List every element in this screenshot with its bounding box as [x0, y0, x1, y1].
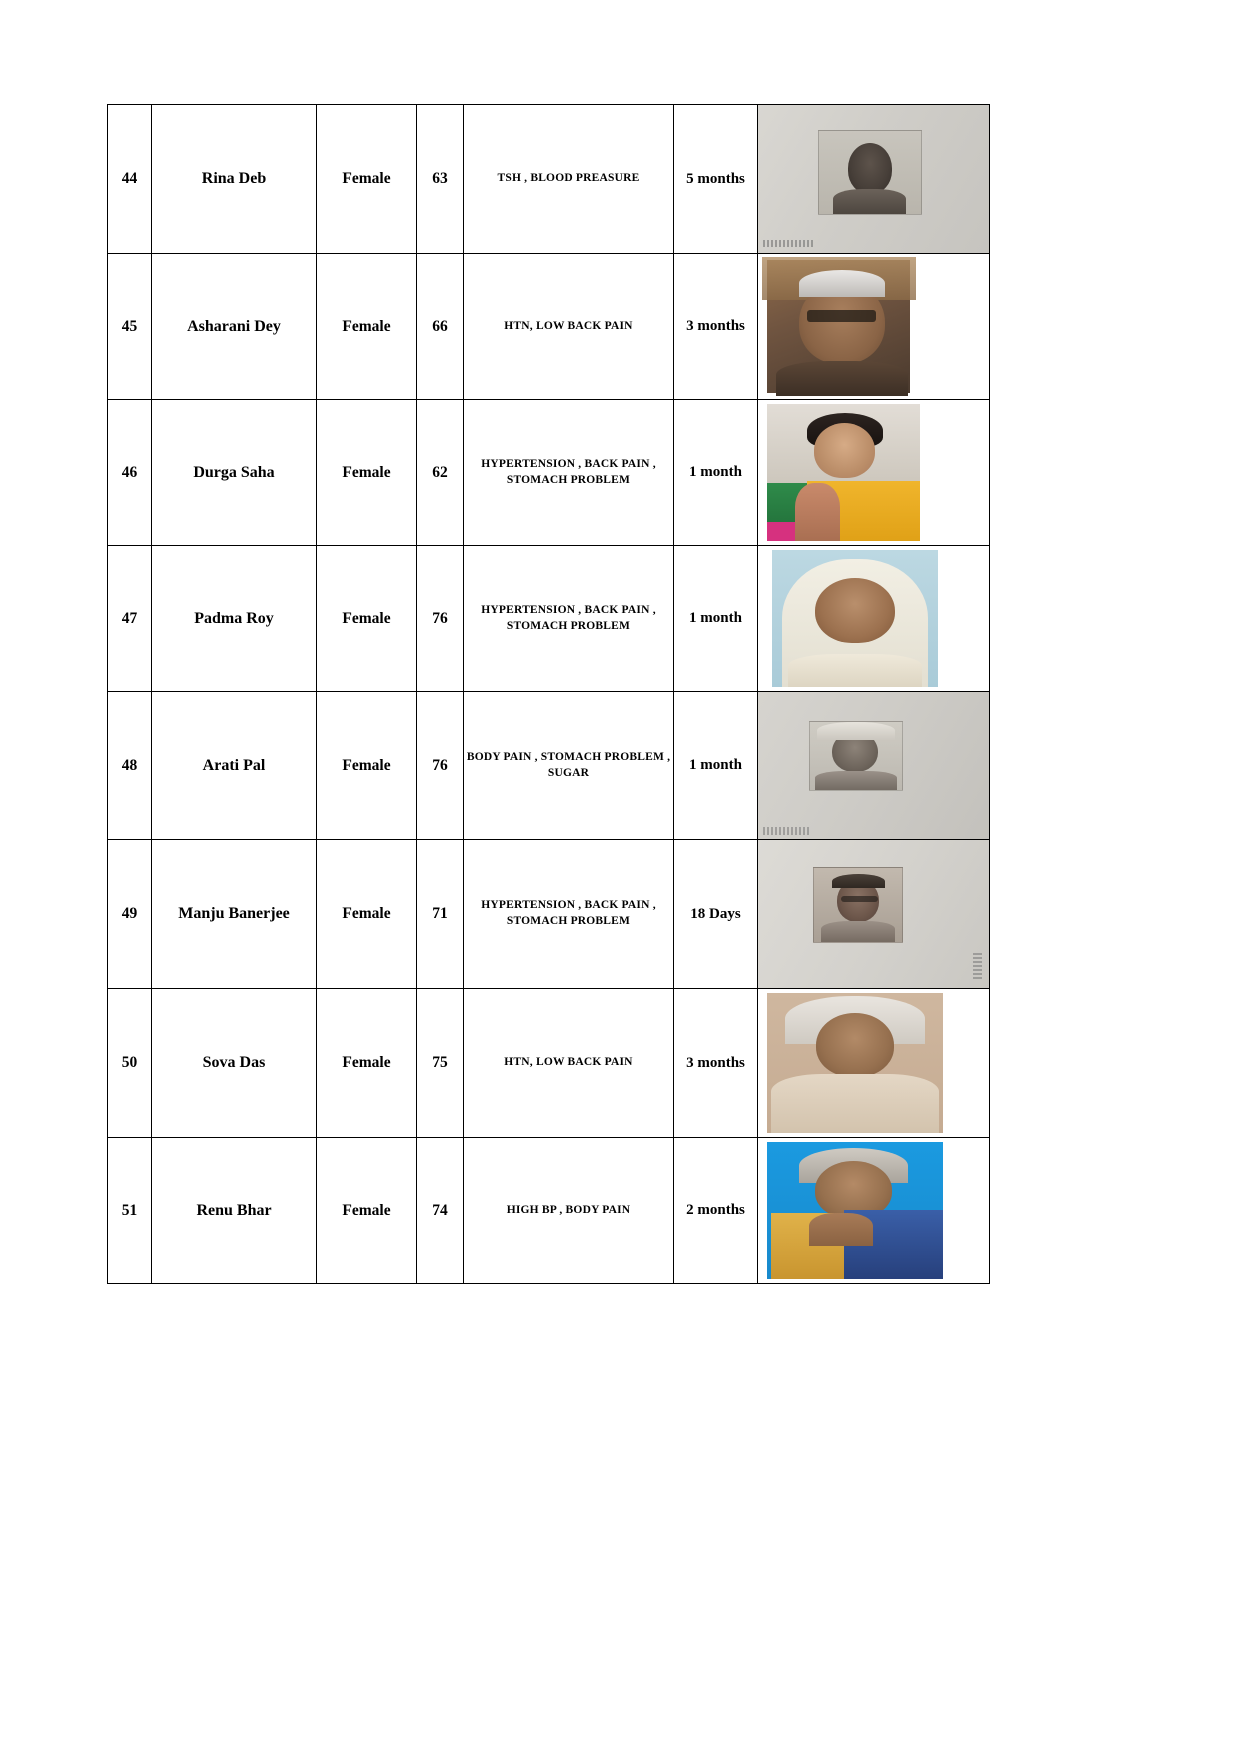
cell-serial: 49: [108, 840, 152, 989]
photo-shawl: [771, 1074, 940, 1132]
cell-sex: Female: [317, 1138, 417, 1284]
cell-problem: HTN, LOW BACK PAIN: [464, 254, 674, 400]
patient-table: [107, 104, 990, 1284]
cell-serial: 47: [108, 546, 152, 692]
cell-photo: [758, 105, 990, 254]
cell-photo: [758, 840, 990, 989]
cell-serial: 48: [108, 692, 152, 840]
cell-serial: 44: [108, 105, 152, 254]
cell-duration: 1 month: [674, 546, 758, 692]
table-row: [108, 840, 990, 989]
photo-image: [767, 404, 919, 540]
table-row: [108, 546, 990, 692]
cell-sex: Female: [317, 105, 417, 254]
cell-sex: Female: [317, 692, 417, 840]
cell-name: Manju Banerjee: [152, 840, 317, 989]
photo-hair: [799, 270, 885, 297]
photo-shoulders: [788, 654, 921, 687]
table-row: [108, 105, 990, 254]
cell-duration: 3 months: [674, 989, 758, 1138]
photo-image: [767, 260, 910, 393]
photo-image: [767, 993, 943, 1132]
photo-image: [772, 550, 938, 686]
photo-caption-strip: [763, 827, 809, 834]
photo-hair-cover: [817, 722, 895, 740]
photo-shoulders: [776, 361, 908, 396]
cell-serial: 51: [108, 1138, 152, 1284]
photo-print-card: [818, 130, 922, 215]
cell-problem: BODY PAIN , STOMACH PROBLEM , SUGAR: [464, 692, 674, 840]
table-row: [108, 692, 990, 840]
photo-print-card: [813, 867, 903, 943]
cell-age: 75: [417, 989, 464, 1138]
cell-photo: [758, 989, 990, 1138]
photo-caption-strip: [973, 953, 982, 980]
cell-duration: 1 month: [674, 692, 758, 840]
cell-photo: [758, 546, 990, 692]
photo-face: [815, 578, 895, 643]
photo-face: [816, 1013, 893, 1077]
cell-problem: HIGH BP , BODY PAIN: [464, 1138, 674, 1284]
photo-neck-shoulder: [795, 483, 841, 540]
cell-serial: 50: [108, 989, 152, 1138]
photo-caption-strip: [763, 240, 814, 247]
photo-durga-saha: [758, 400, 989, 545]
cell-age: 71: [417, 840, 464, 989]
photo-sova-das: [758, 989, 989, 1137]
photo-hair: [832, 874, 885, 889]
table-row: [108, 989, 990, 1138]
cell-problem: HYPERTENSION , BACK PAIN , STOMACH PROBLEM: [464, 400, 674, 546]
photo-image: [767, 1142, 943, 1278]
photo-arati-pal: [758, 692, 989, 839]
photo-shoulders: [821, 921, 895, 942]
photo-face: [848, 143, 893, 194]
photo-neck: [809, 1213, 872, 1246]
photo-face: [814, 423, 875, 478]
cell-name: Sova Das: [152, 989, 317, 1138]
cell-name: Rina Deb: [152, 105, 317, 254]
cell-age: 62: [417, 400, 464, 546]
cell-sex: Female: [317, 840, 417, 989]
photo-manju-banerjee: [758, 840, 989, 988]
cell-sex: Female: [317, 546, 417, 692]
cell-age: 76: [417, 692, 464, 840]
photo-renu-bhar: [758, 1138, 989, 1283]
cell-sex: Female: [317, 254, 417, 400]
cell-photo: [758, 400, 990, 546]
photo-glasses: [807, 310, 876, 322]
cell-duration: 2 months: [674, 1138, 758, 1284]
photo-rina-deb: [758, 105, 989, 253]
photo-shoulders: [833, 189, 906, 214]
cell-name: Padma Roy: [152, 546, 317, 692]
cell-problem: HYPERTENSION , BACK PAIN , STOMACH PROBLEM: [464, 546, 674, 692]
cell-duration: 3 months: [674, 254, 758, 400]
cell-problem: HYPERTENSION , BACK PAIN , STOMACH PROBLEM: [464, 840, 674, 989]
cell-problem: TSH , BLOOD PREASURE: [464, 105, 674, 254]
photo-shoulders: [815, 771, 896, 790]
cell-duration: 5 months: [674, 105, 758, 254]
cell-name: Asharani Dey: [152, 254, 317, 400]
cell-photo: [758, 254, 990, 400]
photo-padma-roy: [758, 546, 989, 691]
cell-photo: [758, 1138, 990, 1284]
cell-sex: Female: [317, 400, 417, 546]
photo-border-pink: [767, 522, 794, 541]
cell-duration: 18 Days: [674, 840, 758, 989]
photo-glasses: [841, 896, 878, 902]
cell-problem: HTN, LOW BACK PAIN: [464, 989, 674, 1138]
cell-name: Arati Pal: [152, 692, 317, 840]
cell-age: 63: [417, 105, 464, 254]
photo-asharani-dey: [758, 254, 989, 399]
photo-print-card: [809, 721, 903, 791]
cell-age: 76: [417, 546, 464, 692]
table-row: [108, 400, 990, 546]
cell-sex: Female: [317, 989, 417, 1138]
table-row: [108, 1138, 990, 1284]
cell-serial: 45: [108, 254, 152, 400]
cell-name: Renu Bhar: [152, 1138, 317, 1284]
cell-age: 66: [417, 254, 464, 400]
cell-photo: [758, 692, 990, 840]
cell-age: 74: [417, 1138, 464, 1284]
cell-serial: 46: [108, 400, 152, 546]
table-row: [108, 254, 990, 400]
cell-name: Durga Saha: [152, 400, 317, 546]
cell-duration: 1 month: [674, 400, 758, 546]
